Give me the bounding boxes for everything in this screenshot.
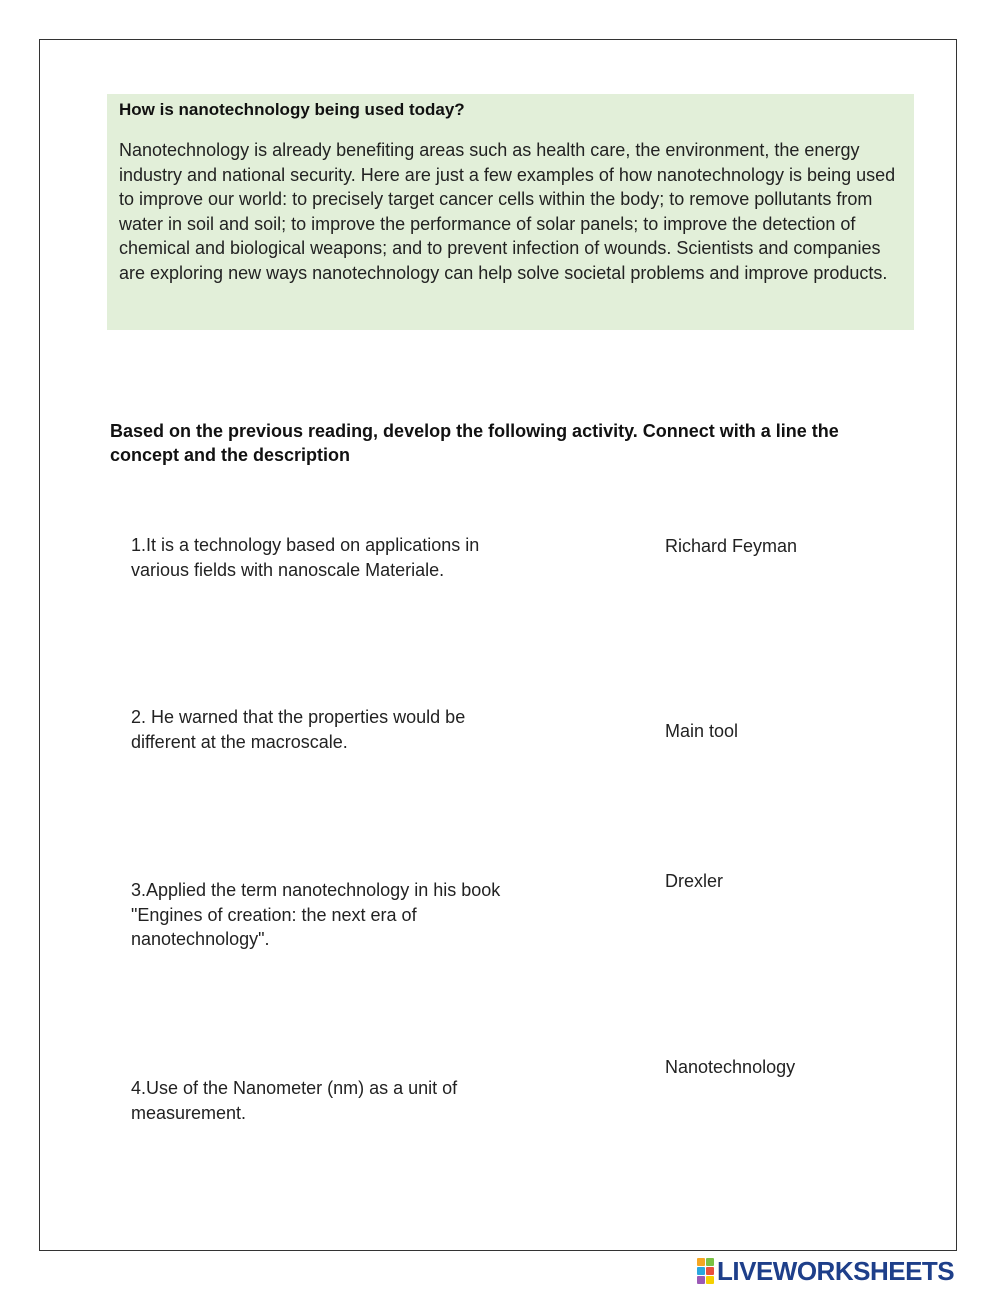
reading-title: How is nanotechnology being used today?	[119, 100, 465, 119]
concept-item-1[interactable]: Richard Feyman	[665, 536, 798, 556]
description-item-1[interactable]: 1.It is a technology based on applications in various fields with nanoscale Materiale.	[131, 535, 480, 580]
liveworksheets-logo-text: LIVEWORKSHEETS	[717, 1256, 955, 1286]
activity-instructions: Based on the previous reading, develop the following activity. Connect with a line the concept and the description	[110, 421, 839, 465]
description-item-3[interactable]: 3.Applied the term nanotechnology in his book "Engines of creation: the next era of nanotechnology".	[131, 880, 501, 949]
liveworksheets-logo	[697, 1256, 954, 1286]
liveworksheets-logo-icon	[697, 1258, 714, 1284]
description-item-4[interactable]: 4.Use of the Nanometer (nm) as a unit of measurement.	[131, 1078, 458, 1123]
concept-item-3[interactable]: Drexler	[665, 871, 724, 891]
reading-passage-box	[107, 94, 914, 330]
description-item-2[interactable]: 2. He warned that the properties would be different at the macroscale.	[131, 707, 466, 752]
concept-item-4[interactable]: Nanotechnology	[665, 1057, 796, 1077]
reading-body: Nanotechnology is already benefiting areas such as health care, the environment, the energy industry and national security. Here are just a few examples of how nanotechnology is being used to improve our world: to precisely target cancer cells within the body; to remove pollutants from water in soil and soil; to improve the performance of solar panels; to improve the detection of chemical and biological weapons; and to prevent infection of wounds. Scientists and companies are exploring new ways nanotechnology can help solve societal problems and improve products.	[119, 140, 896, 283]
concept-item-2[interactable]: Main tool	[665, 721, 739, 741]
